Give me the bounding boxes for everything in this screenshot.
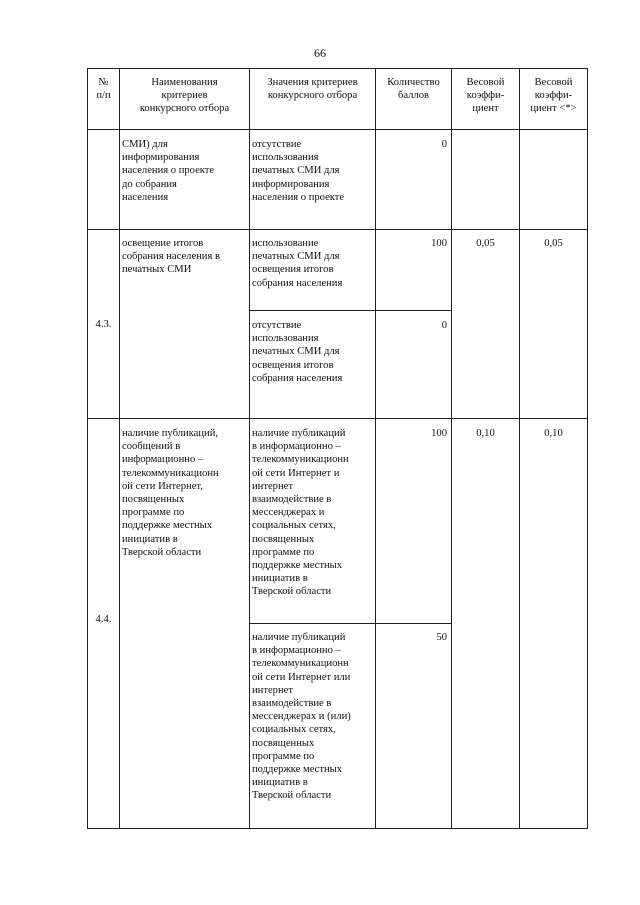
table-divider-col2 [249,68,250,829]
table-border-top [87,68,588,69]
row-43-option-1-value: использование печатных СМИ для освещения итогов собрания населения [252,238,343,289]
row-43-option-2-value: отсутствие использования печатных СМИ для освещения итогов собрания населения [252,320,343,384]
row-44-num: 4.4. [95,614,112,625]
header-weight-coefficient-note: Весовой коэффи- циент <*> [530,77,577,115]
row-43-criteria-name: освещение итогов собрания населения в печатных СМИ [122,238,221,276]
row-43-weight-coefficient-note: 0,05 [544,238,563,249]
row-cont-criteria-name: СМИ) для информирования населения о проекте до собрания населения [122,139,215,203]
table-border-bottom [87,828,588,829]
row-44-weight-coefficient-note: 0,10 [544,428,563,439]
row-43-weight-coefficient: 0,05 [476,238,495,249]
row-44-option-1-points: 100 [431,428,447,439]
table-divider-col4 [451,68,452,829]
table-border-right [587,68,588,829]
table-border-left [87,68,88,829]
header-bottom-line [87,129,588,130]
row-43-split-line [249,310,452,311]
row-43-num: 4.3. [95,319,112,330]
row-44-weight-coefficient: 0,10 [476,428,495,439]
row-44-split-line [249,623,452,624]
table-divider-col3 [375,68,376,829]
row-43-option-1-points: 100 [431,238,447,249]
header-num: № п/п [96,77,111,102]
row-43-option-2-points: 0 [441,320,447,331]
row-cont-points: 0 [441,139,447,150]
criteria-table [87,68,588,829]
row-44-option-2-points: 50 [436,632,447,643]
row-43-bottom-line [87,418,588,419]
header-points: Количество баллов [387,77,440,102]
header-weight-coefficient: Весовой коэффи- циент [466,77,505,115]
header-criteria-values: Значения критериев конкурсного отбора [267,77,358,102]
row-cont-criteria-value: отсутствие использования печатных СМИ для информирования населения о проекте [252,139,345,203]
row-44-criteria-name: наличие публикаций, сообщений в информационно – телекоммуникационн ой сети Интернет, посвященных программе по поддержке местных инициатив в Тверской области [122,428,219,558]
row-44-option-2-value: наличие публикаций в информационно – телекоммуникационн ой сети Интернет или интернет взаимодействие в мессенджерах и (или) социальных сетях, посвященных программе по поддержке местных инициатив в Тверской области [252,632,351,802]
row-cont-bottom-line [87,229,588,230]
table-divider-col1 [119,68,120,829]
page-number: 66 [314,46,326,60]
header-criteria-name: Наименования критериев конкурсного отбора [139,77,230,115]
table-divider-col5 [519,68,520,829]
row-44-option-1-value: наличие публикаций в информационно – телекоммуникационн ой сети Интернет и интернет взаимодействие в мессенджерах и социальных сетях, посвященных программе по поддержке местных инициатив в Тверской области [252,428,349,598]
